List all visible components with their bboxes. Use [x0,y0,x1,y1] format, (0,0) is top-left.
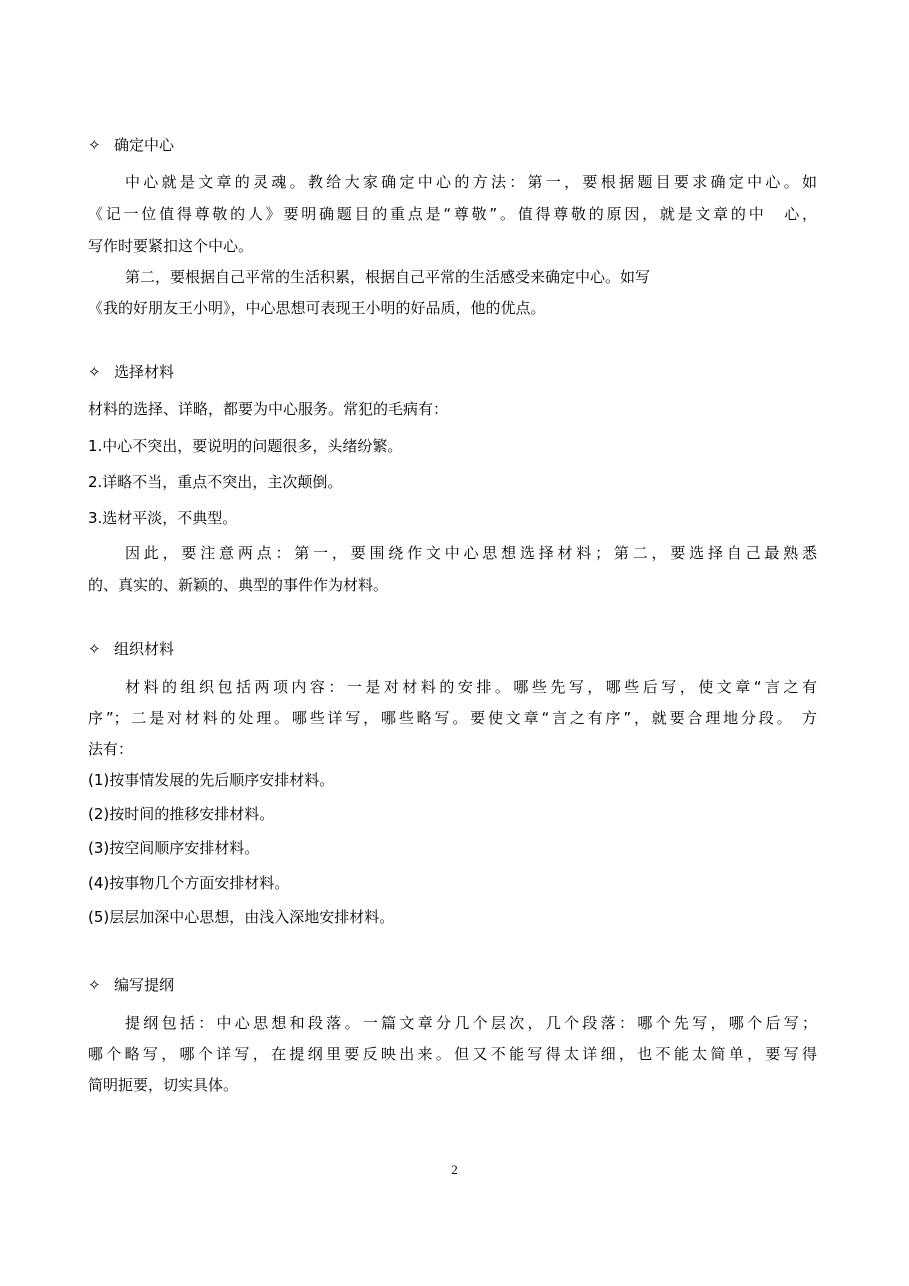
paragraph-line: 的、真实的、新颖的、典型的事件作为材料。 [88,576,389,594]
paragraph-line: 中心就是文章的灵魂。教给大家确定中心的方法：第一，要根据题目要求确定中心。如 [125,173,817,191]
paragraph-line: 法有： [88,740,134,758]
list-item: 2.详略不当，重点不突出，主次颠倒。 [88,473,343,491]
four-pointed-star-icon: ✧ [88,136,101,154]
four-pointed-star-icon: ✧ [88,976,101,994]
section-heading-text: 选择材料 [114,363,175,381]
list-item: (3)按空间顺序安排材料。 [88,839,260,857]
paragraph-line: 材料的组织包括两项内容：一是对材料的安排。哪些先写，哪些后写，使文章“言之有 [125,678,817,696]
paragraph-line: 第二，要根据自己平常的生活积累，根据自己平常的生活感受来确定中心。如写 [125,268,651,286]
list-item: (4)按事物几个方面安排材料。 [88,874,290,892]
paragraph-line: 哪个略写，哪个详写，在提纲里要反映出来。但又不能写得太详细，也不能太简单，要写得 [88,1045,817,1063]
paragraph-line: 材料的选择、详略，都要为中心服务。常犯的毛病有： [88,400,449,418]
list-item: 3.选材平淡，不典型。 [88,509,238,527]
list-item: (1)按事情发展的先后顺序安排材料。 [88,771,335,789]
paragraph-line: 《记一位值得尊敬的人》要明确题目的重点是“尊敬”。值得尊敬的原因，就是文章的中 心， [88,205,817,223]
list-item: (2)按时间的推移安排材料。 [88,805,275,823]
paragraph-line: 因此，要注意两点：第一，要围绕作文中心思想选择材料；第二，要选择自己最熟悉 [125,544,817,562]
paragraph-line: 写作时要紧扣这个中心。 [88,237,254,255]
section-heading-determine-center [88,135,174,155]
section-heading-write-outline [88,975,174,995]
list-item: 1.中心不突出，要说明的问题很多，头绪纷繁。 [88,437,403,455]
page-number: 2 [451,1162,458,1177]
paragraph-line: 提纲包括：中心思想和段落。一篇文章分几个层次，几个段落：哪个先写，哪个后写； [125,1014,817,1032]
list-item: (5)层层加深中心思想，由浅入深地安排材料。 [88,908,395,926]
section-heading-text: 确定中心 [114,136,175,154]
section-heading-select-materials [88,362,174,382]
four-pointed-star-icon: ✧ [88,640,101,658]
four-pointed-star-icon: ✧ [88,363,101,381]
section-heading-text: 编写提纲 [114,976,175,994]
section-heading-text: 组织材料 [114,640,175,658]
paragraph-line: 简明扼要，切实具体。 [88,1076,239,1094]
paragraph-line: 《我的好朋友王小明》，中心思想可表现王小明的好品质，他的优点。 [88,299,546,317]
section-heading-organize-materials [88,639,174,659]
paragraph-line: 序”；二是对材料的处理。哪些详写，哪些略写。要使文章“言之有序”，就要合理地分段。 方 [88,709,817,727]
